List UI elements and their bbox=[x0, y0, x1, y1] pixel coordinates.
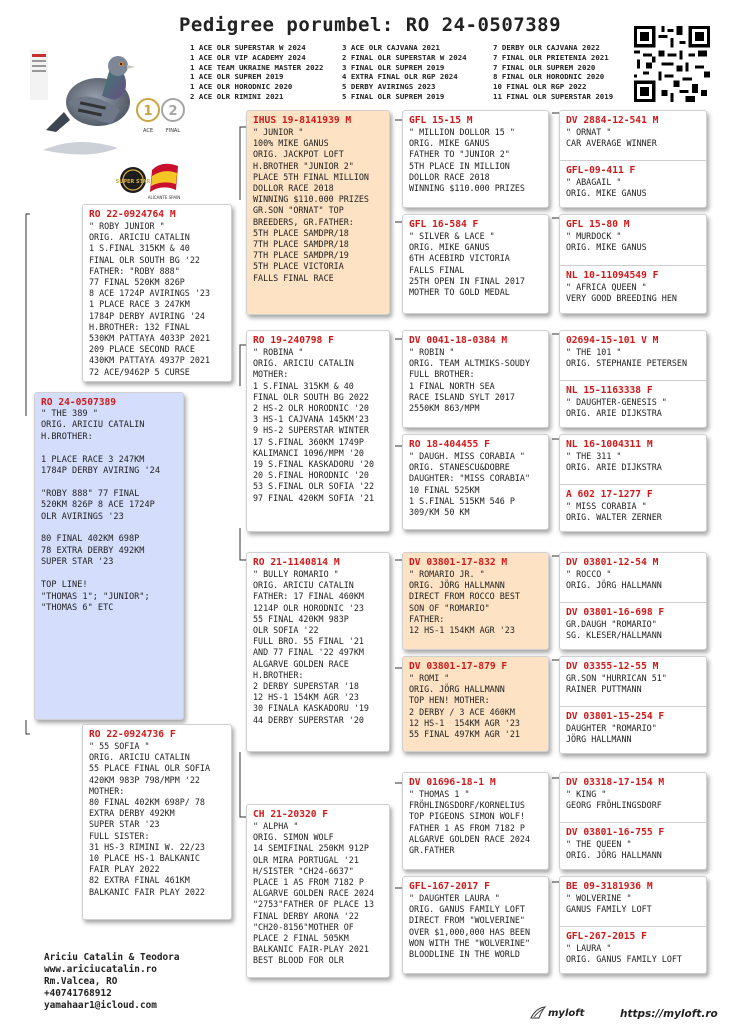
myloft-wing-icon bbox=[530, 1006, 546, 1020]
pigeon-details: " THE QUEEN " ORIG. JÖRG HALLMANN bbox=[566, 839, 662, 861]
ring-number: DV 0041-18-0384 M bbox=[409, 335, 508, 346]
sire-ring-number: RO 22-0924764 M bbox=[89, 209, 176, 220]
medal-number: 1 bbox=[143, 104, 153, 119]
ring-number: GFL-167-2017 F bbox=[409, 881, 490, 892]
ancestor-card-1[interactable] bbox=[559, 110, 707, 208]
owner-email-link[interactable]: yamahaar1@icloud.com bbox=[44, 1000, 157, 1011]
subject-card[interactable] bbox=[34, 392, 184, 720]
ancestor-card-2[interactable] bbox=[559, 214, 707, 314]
result-line: 3 ACE OLR CAJVANA 2021 bbox=[342, 43, 440, 52]
ring-number: RO 21-1140814 M bbox=[253, 557, 340, 568]
myloft-website-link[interactable]: https://myloft.ro bbox=[620, 1008, 718, 1020]
result-line: 1 ACE OLR SUPREM 2019 bbox=[190, 72, 284, 82]
grandparent-card-sire-sire[interactable] bbox=[246, 110, 390, 315]
result-line: 7 FINAL OLR SUPREM 2020 bbox=[493, 62, 596, 72]
myloft-brand-logo: myloft bbox=[548, 1008, 585, 1019]
ancestor-card-6[interactable] bbox=[559, 656, 707, 754]
pigeon-details: GR.SON "HURRICAN 51" RAINER PUTTMANN bbox=[566, 673, 667, 695]
result-line: 1 ACE OLR HORODNIC 2020 bbox=[190, 82, 293, 92]
pigeon-details: " BULLY ROMARIO " ORIG. ARICIU CATALIN FATHER: 17 FINAL 460KM 1214P OLR HORODNIC '23 55 FINAL 420KM 983P OLR SOFIA '22 FULL BRO. 55 FINAL '21 AND 77 FINAL '22 497KM ALGARVE GOLDEN RACE H.BROTHER: 2 DERBY SUPERSTAR '18 12 HS-1 154KM AGR '23 30 FINALA KASKADORU '19 44 DERBY SUPERSTAR '20 bbox=[253, 569, 369, 725]
great-grandparent-card-2[interactable] bbox=[402, 214, 549, 314]
ring-number: RO 18-404455 F bbox=[409, 439, 490, 450]
result-line: 7 FINAL OLR PRIETENIA 2021 bbox=[493, 52, 609, 62]
pigeon-details: DAUGHTER "ROMARIO" JÖRG HALLMANN bbox=[566, 723, 657, 745]
great-grandparent-card-5[interactable] bbox=[402, 552, 549, 650]
ring-number: GFL 15-15 M bbox=[409, 115, 473, 126]
ancestor-card-8[interactable] bbox=[559, 876, 707, 974]
grandparent-card-dam-dam[interactable] bbox=[246, 804, 390, 978]
result-line: 1 ACE TEAM UKRAINE MASTER 2022 bbox=[190, 62, 324, 72]
final-label: FINAL bbox=[165, 128, 181, 134]
ring-number: A 602 17-1277 F bbox=[566, 489, 653, 500]
ring-number: GFL-267-2015 F bbox=[566, 931, 647, 942]
ancestor-card-5[interactable] bbox=[559, 552, 707, 650]
pigeon-details: " DAUGHTER LAURA " ORIG. GANUS FAMILY LOFT DIRECT FROM "WOLVERINE" OVER $1,000,000 HAS BEEN WON WITH THE "WOLVERINE" BLOODLINE IN THE WORLD bbox=[409, 893, 531, 960]
ring-number: CH 21-20320 F bbox=[253, 809, 329, 820]
ring-number: DV 2884-12-541 M bbox=[566, 115, 659, 126]
ring-number: GFL 15-80 M bbox=[566, 219, 630, 230]
dam-card[interactable] bbox=[82, 724, 232, 920]
result-line: 4 EXTRA FINAL OLR RGP 2024 bbox=[342, 72, 458, 82]
result-line: 5 FINAL OLR SUPREM 2019 bbox=[342, 91, 445, 101]
result-line: 5 DERBY AVIRINGS 2023 bbox=[342, 82, 436, 92]
grandparent-card-dam-sire[interactable] bbox=[246, 552, 390, 752]
result-line: 11 FINAL OLR SUPERSTAR 2019 bbox=[493, 91, 614, 101]
pigeon-details: " ROBIN " ORIG. TEAM ALTMIKS-SOUDY FULL BROTHER: 1 FINAL NORTH SEA RACE ISLAND SYLT 2017 2550KM 863/MPM bbox=[409, 347, 531, 414]
ring-number: 02694-15-101 V M bbox=[566, 335, 659, 346]
ring-number: DV 01696-18-1 M bbox=[409, 777, 496, 788]
pedigree-title: Pedigree porumbel: RO 24-0507389 bbox=[178, 14, 562, 36]
dam-ring-number: RO 22-0924736 F bbox=[89, 729, 176, 740]
subject-ring-number: RO 24-0507389 bbox=[41, 397, 117, 408]
ring-number: DV 03355-12-55 M bbox=[566, 661, 659, 672]
great-grandparent-card-1[interactable] bbox=[402, 110, 549, 208]
result-line: 1 ACE OLR SUPERSTAR W 2024 bbox=[190, 43, 306, 52]
ring-number: NL 16-1004311 M bbox=[566, 439, 653, 450]
pigeon-details: " SILVER & LACE " ORIG. MIKE GANUS 6TH ACEBIRD VICTORIA FALLS FINAL 25TH OPEN IN FINAL 2017 MOTHER TO GOLD MEDAL bbox=[409, 231, 525, 298]
ring-number: BE 09-3181936 M bbox=[566, 881, 653, 892]
ancestor-card-7[interactable] bbox=[559, 772, 707, 870]
owner-contact bbox=[44, 952, 179, 1012]
ring-number: RO 19-240798 F bbox=[253, 335, 334, 346]
ring-number: DV 03801-16-698 F bbox=[566, 607, 665, 618]
ring-number: NL 10-11094549 F bbox=[566, 270, 659, 281]
pigeon-details: " MISS CORABIA " ORIG. WALTER ZERNER bbox=[566, 501, 662, 523]
ring-number: DV 03801-16-755 F bbox=[566, 827, 665, 838]
grandparent-card-sire-dam[interactable] bbox=[246, 330, 390, 532]
pigeon-details: " LAURA " ORIG. GANUS FAMILY LOFT bbox=[566, 943, 682, 965]
great-grandparent-card-6[interactable] bbox=[402, 656, 549, 752]
ring-number: DV 03318-17-154 M bbox=[566, 777, 665, 788]
great-grandparent-card-3[interactable] bbox=[402, 330, 549, 428]
pigeon-details: " ROBINA " ORIG. ARICIU CATALIN MOTHER: 1 S.FINAL 315KM & 40 FINAL OLR SOUTH BG 2022 2 HS-2 OLR HORODNIC '20 3 HS-1 CAJVANA 145KM'23 9 HS-2 SUPERSTAR WINTER 17 S.FINAL 360KM 1749P KALIMANCI 1096/MPM '20 19 S.FINAL KASKADORU '20 20 S.FINAL HORODNIC '20 53 S.FINAL OLR SOFIA '22 97 FINAL 420KM SOFIA '21 bbox=[253, 347, 375, 503]
ring-number: IHUS 19-8141939 M bbox=[253, 115, 352, 126]
great-grandparent-card-7[interactable] bbox=[402, 772, 549, 870]
ring-number: DV 03801-17-879 F bbox=[409, 661, 508, 672]
ring-number: DV 03801-12-54 M bbox=[566, 557, 659, 568]
pigeon-details: " ABAGAIL " ORIG. MIKE GANUS bbox=[566, 177, 647, 199]
result-line: 8 FINAL OLR HORODNIC 2020 bbox=[493, 72, 605, 82]
pigeon-details: GR.DAUGH "ROMARIO" SG. KLESER/HALLMANN bbox=[566, 619, 662, 641]
result-line: 3 FINAL OLR SUPREM 2019 bbox=[342, 62, 445, 72]
pigeon-details: " ROMARIO JR. " ORIG. JÖRG HALLMANN DIRECT FROM ROCCO BEST SON OF "ROMARIO" FATHER: 12 HS-1 154KM AGR '23 bbox=[409, 569, 520, 636]
pigeon-details: " ORNAT " CAR AVERAGE WINNER bbox=[566, 127, 657, 149]
badge-label: SUPER STAR bbox=[115, 179, 151, 185]
pigeon-details: " ROMI " ORIG. JÖRG HALLMANN TOP HEN! MOTHER: 2 DERBY / 3 ACE 460KM 12 HS-1 154KM AGR '23 55 FINAL 497KM AGR '21 bbox=[409, 673, 520, 740]
pigeon-details: " THE 311 " ORIG. ARIE DIJKSTRA bbox=[566, 451, 662, 473]
result-line: 10 FINAL OLR RGP 2022 bbox=[493, 82, 587, 92]
ancestor-card-3[interactable] bbox=[559, 330, 707, 428]
great-grandparent-card-4[interactable] bbox=[402, 434, 549, 530]
pigeon-details: " WOLVERINE " GANUS FAMILY LOFT bbox=[566, 893, 652, 915]
ring-number: DV 03801-17-832 M bbox=[409, 557, 508, 568]
ancestor-card-4[interactable] bbox=[559, 434, 707, 532]
owner-website-link[interactable]: www.ariciucatalin.ro bbox=[44, 964, 157, 975]
sire-details: " ROBY JUNIOR " ORIG. ARICIU CATALIN 1 S.FINAL 315KM & 40 FINAL OLR SOUTH BG '22 FATHER: "ROBY 888" 77 FINAL 520KM 826P 8 ACE 1724P AVIRINGS '23 1 PLACE RACE 3 247KM 1784P DERBY AVIRING '24 H.BROTHER: 132 FINAL 530KM PATTAYA 4033P 2021 209 PLACE SECOND RACE 430KM PATTAYA 4937P 2021 72 ACE/9462P 5 CURSE bbox=[89, 221, 211, 377]
svg-text:2: 2 bbox=[168, 104, 178, 119]
pigeon-details: " ROCCO " ORIG. JÖRG HALLMANN bbox=[566, 569, 662, 591]
result-line: 7 DERBY OLR CAJVANA 2022 bbox=[493, 43, 600, 52]
pigeon-details: " MILLION DOLLOR 15 " ORIG. MIKE GANUS FATHER TO "JUNIOR 2" 5TH PLACE IN MILLION DOLLOR RACE 2018 WINNING $110.000 PRIZES bbox=[409, 127, 525, 194]
pigeon-details: " ALPHA " ORIG. SIMON WOLF 14 SEMIFINAL 250KM 912P OLR MIRA PORTUGAL '21 H/SISTER "CH24-6637" PLACE 1 AS FROM 7182 P ALGARVE GOLDEN RACE 2024 "2753"FATHER OF PLACE 13 FINAL DERBY ARONA '22 "CH20-8156"MOTHER OF PLACE 2 FINAL 505KM BALKANIC FAIR-PLAY 2021 BEST BLOOD FOR OLR bbox=[253, 821, 375, 966]
pigeon-details: " DAUGH. MISS CORABIA " ORIG. STANESCU&DOBRE DAUGHTER: "MISS CORABIA" 10 FINAL 525KM 1 S.FINAL 515KM 546 P 309/KM 50 KM bbox=[409, 451, 531, 518]
pigeon-details: " MURDOCK " ORIG. MIKE GANUS bbox=[566, 231, 647, 253]
dam-details: " 55 SOFIA " ORIG. ARICIU CATALIN 55 PLACE FINAL OLR SOFIA 420KM 983P 798/MPM '22 MOTHER: 80 FINAL 402KM 698P/ 78 EXTRA DERBY 492KM SUPER STAR '23 FULL SISTER: 31 HS-3 RIMINI W. 22/23 10 PLACE HS-1 BALKANIC FAIR PLAY 2022 82 EXTRA FINAL 461KM BALKANIC FAIR PLAY 2022 bbox=[89, 741, 211, 897]
flag-label: ALICANTE SPAIN bbox=[147, 195, 181, 200]
pigeon-details: " JUNIOR " 100% MIKE GANUS ORIG. JACKPOT LOFT H.BROTHER "JUNIOR 2" PLACE 5TH FINAL MILLION DOLLOR RACE 2018 WINNING $110.000 PRIZES GR.SON "ORNAT" TOP BREEDERS, GR.FATHER: 5TH PLACE SAMDPR/18 7TH PLACE SAMDPR/18 7TH PLACE SAMDPR/19 5TH PLACE VICTORIA FALLS FINAL RACE bbox=[253, 127, 369, 283]
owner-location: Rm.Valcea, RO bbox=[44, 976, 118, 987]
result-line: 2 FINAL OLR SUPERSTAR W 2024 bbox=[342, 52, 467, 62]
ring-number: NL 15-1163338 F bbox=[566, 385, 653, 396]
owner-name: Ariciu Catalin & Teodora bbox=[44, 952, 180, 963]
pigeon-details: " KING " GEORG FRÖHLINGSDORF bbox=[566, 789, 662, 811]
ring-number: GFL 16-584 F bbox=[409, 219, 479, 230]
pigeon-details: " THE 101 " ORIG. STEPHANIE PETERSEN bbox=[566, 347, 688, 369]
subject-details: " THE 389 " ORIG. ARICIU CATALIN H.BROTHER: 1 PLACE RACE 3 247KM 1784P DERBY AVIRING '24 "ROBY 888" 77 FINAL 520KM 826P 8 ACE 1724P OLR AVIRINGS '23 80 FINAL 402KM 698P 78 EXTRA DERBY 492KM SUPER STAR '23 TOP LINE! "THOMAS 1"; "JUNIOR"; "THOMAS 6" ETC bbox=[41, 409, 160, 613]
great-grandparent-card-8[interactable] bbox=[402, 876, 549, 974]
owner-phone: +40741768912 bbox=[44, 988, 112, 999]
ring-number: GFL-09-411 F bbox=[566, 165, 636, 176]
sire-card[interactable] bbox=[82, 204, 232, 382]
result-line: 1 ACE OLR VIP ACADEMY 2024 bbox=[190, 52, 306, 62]
pigeon-details: " DAUGHTER-GENESIS " ORIG. ARIE DIJKSTRA bbox=[566, 397, 667, 419]
pigeon-details: " AFRICA QUEEN " VERY GOOD BREEDING HEN bbox=[566, 282, 677, 304]
result-line: 2 ACE OLR RIMINI 2021 bbox=[190, 91, 284, 101]
pigeon-details: " THOMAS 1 " FRÖHLINGSDORF/KORNELIUS TOP PIGEONS SIMON WOLF! FATHER 1 AS FROM 7182 P ALGARVE GOLDEN RACE 2024 GR.FATHER bbox=[409, 789, 531, 856]
ace-label: ACE bbox=[143, 128, 153, 134]
ring-number: DV 03801-15-254 F bbox=[566, 711, 665, 722]
